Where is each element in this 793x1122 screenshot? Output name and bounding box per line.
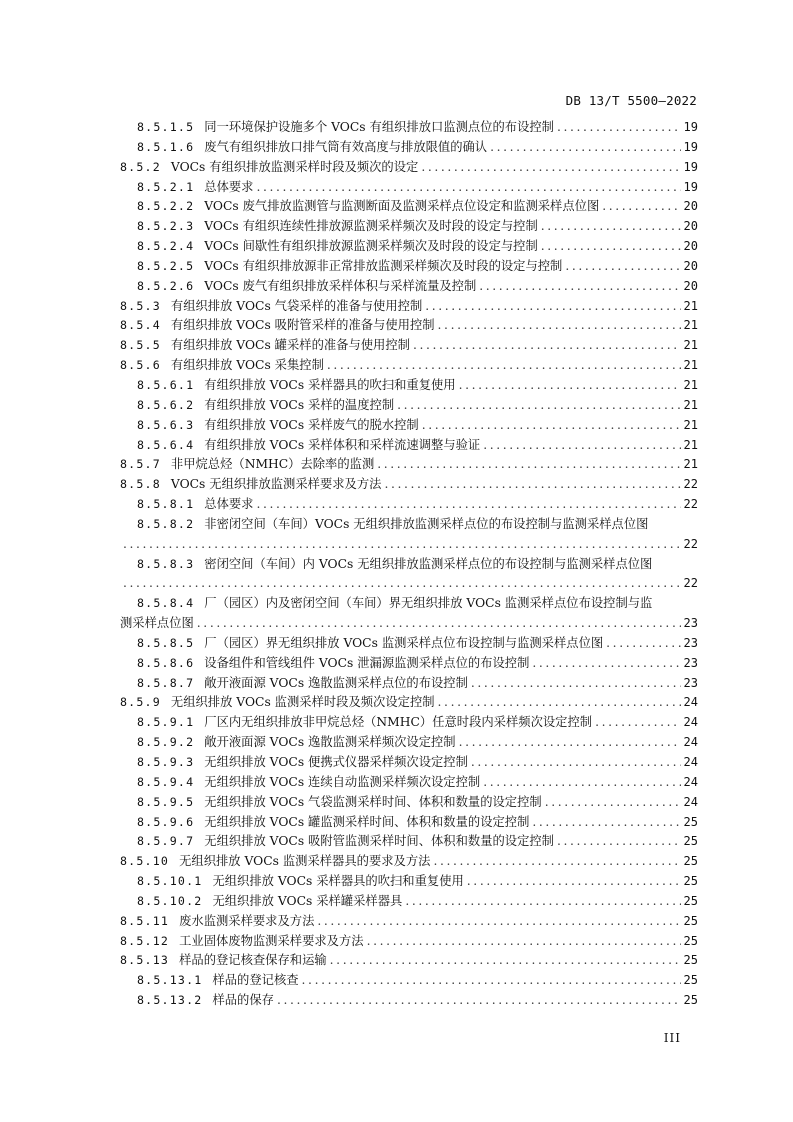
toc-entry-title: VOCs 有组织连续性排放源监测采样频次及时段的设定与控制 [204, 219, 538, 234]
toc-entry-page: 25 [683, 814, 698, 829]
toc-leader-dots [256, 495, 680, 515]
toc-entry-number: 8.5.13.1 [137, 973, 203, 988]
toc-leader-dots [459, 733, 681, 753]
toc-entry-page: 20 [683, 219, 698, 234]
toc-entry-number: 8.5.1.5 [137, 120, 195, 134]
toc-entry-title: 废水监测采样要求及方法 [179, 913, 315, 928]
toc-entry-number: 8.5.6.1 [137, 377, 195, 392]
toc-entry[interactable] [120, 773, 698, 793]
toc-entry-number: 8.5.9 [120, 695, 161, 710]
toc-entry-number: 8.5.2.1 [137, 179, 195, 194]
toc-entry-number: 8.5.8.5 [137, 635, 195, 650]
toc-entry[interactable] [120, 475, 698, 495]
toc-leader-dots [397, 396, 680, 416]
toc-leader-dots [317, 912, 680, 932]
toc-entry[interactable] [120, 951, 698, 971]
toc-entry[interactable] [120, 654, 698, 674]
toc-entry-line [137, 555, 698, 575]
toc-entry-number: 8.5.6.4 [137, 437, 195, 452]
toc-entry-page: 24 [683, 715, 698, 730]
toc-entry-title: 样品的登记核查 [212, 973, 299, 988]
toc-entry-title: 设备组件和管线组件 VOCs 泄漏源监测采样点位的布设控制 [204, 655, 530, 670]
toc-leader-dots [438, 316, 681, 336]
toc-entry-page: 20 [683, 278, 698, 293]
toc-entry[interactable] [120, 932, 698, 952]
toc-entry-page: 24 [683, 735, 698, 750]
toc-leader-dots [421, 158, 680, 178]
toc-leader-dots [377, 455, 680, 475]
toc-entry-page: 23 [683, 616, 698, 631]
toc-entry-title: 敞开液面源 VOCs 逸散监测采样频次设定控制 [204, 735, 456, 750]
toc-leader-dots [541, 217, 681, 237]
toc-entry-line [120, 535, 698, 555]
toc-entry-title: 无组织排放 VOCs 连续自动监测采样频次设定控制 [204, 774, 481, 789]
toc-entry[interactable] [120, 594, 698, 634]
toc-entry[interactable] [120, 912, 698, 932]
toc-leader-dots [438, 693, 681, 713]
toc-entry-page: 21 [683, 417, 698, 432]
toc-entry[interactable] [120, 555, 698, 595]
toc-entry-page: 24 [683, 755, 698, 769]
toc-entry-line [120, 614, 698, 634]
toc-entry[interactable] [120, 793, 698, 813]
toc-entry[interactable] [120, 892, 698, 912]
toc-entry[interactable] [120, 138, 698, 158]
toc-entry-title: 无组织排放 VOCs 气袋监测采样时间、体积和数量的设定控制 [204, 794, 542, 809]
toc-entry-page: 20 [683, 199, 698, 214]
toc-entry-line [137, 515, 698, 535]
toc-entry-number: 8.5.8.7 [137, 675, 195, 690]
toc-entry-page: 19 [683, 179, 698, 194]
toc-leader-dots [413, 336, 681, 356]
toc-entry-title: VOCs 间歇性有组织排放源监测采样频次及时段的设定与控制 [204, 239, 538, 254]
toc-entry-page: 25 [683, 893, 698, 908]
toc-entry-number: 8.5.8 [120, 477, 161, 492]
toc-entry-title: 厂（园区）内及密闭空间（车间）界无组织排放 VOCs 监测采样点位布设控制与监 [204, 596, 653, 611]
toc-entry-title: 样品的保存 [212, 993, 274, 1008]
toc-entry-number: 8.5.1.6 [137, 139, 195, 154]
toc-entry-number: 8.5.9.1 [137, 715, 195, 730]
toc-entry-page: 25 [683, 834, 698, 849]
toc-entry-title: 无组织排放 VOCs 监测采样时段及频次设定控制 [170, 695, 435, 710]
toc-entry[interactable] [120, 872, 698, 892]
toc-entry[interactable] [120, 237, 698, 257]
toc-entry-page: 23 [683, 655, 698, 670]
toc-entry-number: 8.5.9.4 [137, 774, 195, 789]
toc-entry-title: 有组织排放 VOCs 气袋采样的准备与使用控制 [170, 298, 423, 313]
toc-entry-number: 8.5.2.4 [137, 239, 195, 254]
toc-leader-dots [541, 237, 681, 257]
toc-entry[interactable] [120, 733, 698, 753]
toc-entry-page: 25 [683, 874, 698, 889]
toc-entry-title: 厂（园区）界无组织排放 VOCs 监测采样点位布设控制与监测采样点位图 [204, 635, 604, 650]
toc-entry-title: 有组织排放 VOCs 吸附管采样的准备与使用控制 [170, 318, 435, 333]
toc-entry-number: 8.5.2.5 [137, 258, 195, 273]
toc-leader-dots [557, 118, 681, 138]
toc-entry-page: 25 [683, 973, 698, 988]
toc-entry-page: 21 [683, 377, 698, 392]
toc-entry-page: 23 [683, 635, 698, 650]
toc-entry[interactable] [120, 455, 698, 475]
toc-entry-page: 22 [683, 497, 698, 512]
toc-entry-number: 8.5.9.5 [137, 794, 195, 809]
toc-leader-dots [425, 297, 680, 317]
toc-leader-dots [123, 535, 681, 555]
toc-entry[interactable] [120, 813, 698, 833]
toc-entry[interactable] [120, 753, 698, 773]
toc-leader-dots [459, 376, 681, 396]
toc-entry-page: 21 [683, 318, 698, 333]
toc-entry-number: 8.5.6.3 [137, 417, 195, 432]
toc-entry[interactable] [120, 257, 698, 277]
toc-entry-title: 密闭空间（车间）内 VOCs 无组织排放监测采样点位的布设控制与监测采样点位图 [204, 556, 653, 571]
toc-leader-dots [565, 257, 680, 277]
toc-entry-number: 8.5.9.6 [137, 814, 195, 829]
toc-leader-dots [405, 892, 680, 912]
toc-entry-number: 8.5.8.3 [137, 556, 195, 571]
toc-entry-title: 无组织排放 VOCs 监测采样器具的要求及方法 [179, 854, 431, 869]
toc-entry-page: 24 [683, 774, 698, 789]
toc-entry-page: 24 [683, 794, 698, 809]
toc-entry-number: 8.5.8.1 [137, 497, 195, 512]
toc-entry-page: 21 [683, 437, 698, 452]
toc-entry[interactable] [120, 436, 698, 456]
toc-entry-line [120, 574, 698, 594]
toc-entry[interactable] [120, 634, 698, 654]
toc-entry-number: 8.5.10.1 [137, 874, 203, 889]
toc-entry[interactable] [120, 852, 698, 872]
toc-entry-title: 敞开液面源 VOCs 逸散监测采样点位的布设控制 [204, 675, 468, 690]
toc-leader-dots [595, 713, 680, 733]
toc-entry-page: 22 [683, 536, 698, 551]
toc-entry[interactable] [120, 971, 698, 991]
toc-entry[interactable] [120, 515, 698, 555]
toc-entry-title: VOCs 废气有组织排放采样体积与采样流量及控制 [204, 278, 477, 293]
toc-entry[interactable] [120, 376, 698, 396]
toc-leader-dots [367, 932, 681, 952]
toc-leader-dots [256, 178, 680, 198]
toc-entry-number: 8.5.13.2 [137, 993, 203, 1008]
toc-entry-title: 无组织排放 VOCs 罐监测采样时间、体积和数量的设定控制 [204, 814, 530, 829]
toc-entry[interactable] [120, 416, 698, 436]
toc-entry-title: 有组织排放 VOCs 罐采样的准备与使用控制 [170, 338, 410, 353]
toc-entry-page: 25 [683, 953, 698, 968]
toc-entry-page: 25 [683, 993, 698, 1008]
toc-entry[interactable] [120, 356, 698, 376]
toc-entry-number: 8.5.9.3 [137, 755, 195, 769]
toc-entry-page: 21 [683, 358, 698, 373]
toc-leader-dots [545, 793, 681, 813]
toc-entry-page: 19 [683, 159, 698, 174]
toc-entry-number: 8.5.9.2 [137, 735, 195, 750]
toc-entry-title: 有组织排放 VOCs 采样废气的脱水控制 [204, 417, 419, 432]
toc-leader-dots [327, 356, 681, 376]
toc-leader-dots [606, 634, 680, 654]
toc-entry[interactable] [120, 316, 698, 336]
toc-entry[interactable] [120, 217, 698, 237]
toc-leader-dots [490, 138, 680, 158]
toc-entry-number: 8.5.2.6 [137, 278, 195, 293]
toc-leader-dots [433, 852, 680, 872]
toc-entry-number: 8.5.13 [120, 953, 170, 968]
toc-entry-title: 厂区内无组织排放非甲烷总烃（NMHC）任意时段内采样频次设定控制 [204, 715, 593, 730]
toc-entry[interactable] [120, 118, 698, 138]
toc-entry-title: 无组织排放 VOCs 采样器具的吹扫和重复使用 [212, 874, 464, 889]
toc-leader-dots [602, 197, 680, 217]
toc-entry-number: 8.5.10.2 [137, 893, 203, 908]
toc-leader-dots [384, 475, 680, 495]
toc-entry-title: 有组织排放 VOCs 采样器具的吹扫和重复使用 [204, 377, 456, 392]
toc-entry[interactable] [120, 396, 698, 416]
toc-entry-page: 20 [683, 258, 698, 273]
toc-entry-title: 无组织排放 VOCs 吸附管监测采样时间、体积和数量的设定控制 [204, 834, 554, 849]
toc-entry-number: 8.5.3 [120, 298, 161, 313]
toc-entry[interactable] [120, 713, 698, 733]
toc-entry-title: 有组织排放 VOCs 采样体积和采样流速调整与验证 [204, 437, 481, 452]
toc-entry-page: 19 [683, 120, 698, 134]
toc-leader-dots [422, 416, 681, 436]
toc-entry-title-continued: 测采样点位图 [120, 616, 194, 631]
toc-leader-dots [483, 436, 680, 456]
toc-entry-title: 工业固体废物监测采样要求及方法 [179, 933, 364, 948]
toc-leader-dots [197, 614, 681, 634]
toc-entry[interactable] [120, 297, 698, 317]
toc-leader-dots [467, 872, 681, 892]
toc-entry-title: 废气有组织排放口排气筒有效高度与排放限值的确认 [204, 139, 488, 154]
toc-entry-number: 8.5.11 [120, 913, 170, 928]
toc-entry[interactable] [120, 495, 698, 515]
toc-entry-title: 有组织排放 VOCs 采集控制 [170, 358, 324, 373]
toc-leader-dots [483, 773, 680, 793]
toc-entry-title: VOCs 有组织排放监测采样时段及频次的设定 [170, 159, 419, 174]
toc-entry-number: 8.5.5 [120, 338, 161, 353]
toc-entry-number: 8.5.7 [120, 457, 161, 472]
toc-leader-dots [277, 991, 681, 1011]
toc-entry-number: 8.5.9.7 [137, 834, 195, 849]
toc-leader-dots [330, 951, 681, 971]
toc-leader-dots [302, 971, 681, 991]
toc-entry[interactable] [120, 277, 698, 297]
toc-entry-title: 总体要求 [204, 179, 254, 194]
toc-entry-title: VOCs 无组织排放监测采样要求及方法 [170, 477, 382, 492]
toc-entry-page: 25 [683, 913, 698, 928]
toc-leader-dots [123, 574, 681, 594]
toc-entry-page: 23 [683, 675, 698, 690]
toc-entry[interactable] [120, 197, 698, 217]
toc-entry-number: 8.5.2 [120, 159, 161, 174]
toc-entry[interactable] [120, 832, 698, 852]
toc-entry-page: 22 [683, 576, 698, 591]
toc-entry-title: 无组织排放 VOCs 采样罐采样器具 [212, 893, 403, 908]
toc-entry-number: 8.5.6 [120, 358, 161, 373]
toc-entry-page: 25 [683, 933, 698, 948]
toc-entry-title: 无组织排放 VOCs 便携式仪器采样频次设定控制 [204, 755, 468, 769]
toc-entry-number: 8.5.10 [120, 854, 170, 869]
toc-entry-title: 非密闭空间（车间）VOCs 无组织排放监测采样点位的布设控制与监测采样点位图 [204, 516, 649, 531]
toc-entry-page: 21 [683, 397, 698, 412]
toc-entry[interactable] [120, 674, 698, 694]
toc-entry-page: 21 [683, 298, 698, 313]
toc-entry-page: 24 [683, 695, 698, 710]
toc-entry[interactable] [120, 336, 698, 356]
toc-entry-page: 19 [683, 139, 698, 154]
toc-entry-page: 22 [683, 477, 698, 492]
toc-leader-dots [479, 277, 680, 297]
toc-entry-title: VOCs 有组织排放源非正常排放监测采样频次及时段的设定与控制 [204, 258, 563, 273]
toc-entry-number: 8.5.8.2 [137, 516, 195, 531]
toc-entry-number: 8.5.6.2 [137, 397, 195, 412]
toc-entry[interactable] [120, 991, 698, 1011]
page-number-footer: III [663, 1031, 681, 1045]
toc-entry[interactable] [120, 158, 698, 178]
toc-entry-page: 25 [683, 854, 698, 869]
toc-entry-number: 8.5.8.6 [137, 655, 195, 670]
toc-entry-page: 21 [683, 338, 698, 353]
toc-entry-number: 8.5.2.3 [137, 219, 195, 234]
toc-leader-dots [557, 832, 681, 852]
toc-entry-number: 8.5.2.2 [137, 199, 195, 214]
toc-entry-title: 样品的登记核查保存和运输 [179, 953, 327, 968]
toc-entry-number: 8.5.8.4 [137, 596, 195, 611]
toc-entry-title: 有组织排放 VOCs 采样的温度控制 [204, 397, 395, 412]
toc-leader-dots [532, 654, 680, 674]
document-code-header: DB 13/T 5500—2022 [565, 93, 697, 108]
toc-entry-title: VOCs 废气排放监测管与监测断面及监测采样点位设定和监测采样点位图 [204, 199, 600, 214]
toc-leader-dots [532, 813, 680, 833]
toc-entry[interactable] [120, 178, 698, 198]
toc-entry-title: 非甲烷总烃（NMHC）去除率的监测 [170, 457, 375, 472]
toc-entry-page: 21 [683, 457, 698, 472]
toc-entry[interactable] [120, 693, 698, 713]
toc-entry-page: 20 [683, 239, 698, 254]
table-of-contents [120, 118, 698, 1011]
toc-entry-number: 8.5.4 [120, 318, 161, 333]
toc-leader-dots [471, 753, 681, 773]
toc-entry-line [137, 594, 698, 614]
toc-leader-dots [471, 674, 681, 694]
toc-entry-title: 同一环境保护设施多个 VOCs 有组织排放口监测点位的布设控制 [204, 120, 554, 134]
toc-entry-number: 8.5.12 [120, 933, 170, 948]
toc-entry-title: 总体要求 [204, 497, 254, 512]
